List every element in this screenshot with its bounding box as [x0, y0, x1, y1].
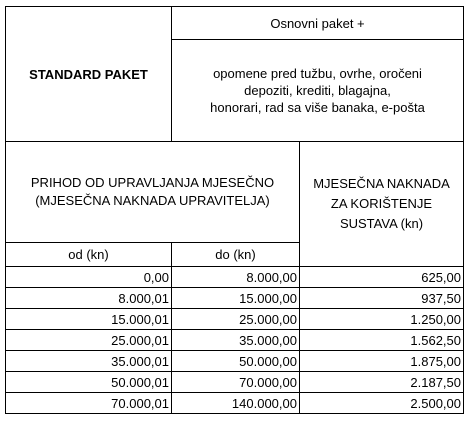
income-header-line: PRIHOD OD UPRAVLJANJA MJESEČNO: [30, 175, 275, 190]
fee-value: 2.187,50: [300, 372, 464, 393]
table-row: [6, 288, 464, 309]
fee-header-line: ZA KORIŠTENJE: [330, 196, 433, 211]
fee-header-line: SUSTAVA (kn): [339, 216, 424, 231]
from-column-label: od (kn): [68, 247, 109, 262]
fee-value: 937,50: [300, 288, 464, 309]
to-value: 140.000,00: [172, 393, 300, 414]
income-header-line: (MJESEČNA NAKNADA UPRAVITELJA): [35, 193, 270, 208]
fee-value: 625,00: [300, 267, 464, 288]
from-value: 0,00: [6, 267, 172, 288]
to-value: 25.000,00: [172, 309, 300, 330]
package-line: opomene pred tužbu, ovrhe, oročeni: [213, 66, 422, 81]
table-row: [6, 309, 464, 330]
from-value: 35.000,01: [6, 351, 172, 372]
price-table: [5, 6, 464, 414]
table-row: [6, 267, 464, 288]
package-title: [172, 7, 464, 40]
to-column-label: do (kn): [215, 247, 256, 262]
to-value: 35.000,00: [172, 330, 300, 351]
package-description: [172, 40, 464, 142]
from-value: 50.000,01: [6, 372, 172, 393]
table-row: [6, 330, 464, 351]
from-value: 15.000,01: [6, 309, 172, 330]
standard-package-text: STANDARD PAKET: [29, 66, 148, 82]
from-value: 25.000,01: [6, 330, 172, 351]
to-value: 70.000,00: [172, 372, 300, 393]
to-value: 15.000,00: [172, 288, 300, 309]
from-column-header: [6, 243, 172, 267]
to-column-header: [172, 243, 300, 267]
table-row: [6, 393, 464, 414]
table-row: [6, 372, 464, 393]
fee-header: [300, 142, 464, 267]
package-title-text: Osnovni paket +: [270, 15, 365, 31]
income-header: [6, 142, 300, 243]
table-row: [6, 351, 464, 372]
fee-value: 1.250,00: [300, 309, 464, 330]
package-line: honorari, rad sa više banaka, e-pošta: [210, 100, 425, 115]
standard-package-label: [6, 7, 172, 142]
package-line: depoziti, krediti, blagajna,: [244, 83, 391, 98]
fee-value: 1.562,50: [300, 330, 464, 351]
to-value: 8.000,00: [172, 267, 300, 288]
fee-value: 1.875,00: [300, 351, 464, 372]
from-value: 8.000,01: [6, 288, 172, 309]
fee-header-line: MJESEČNA NAKNADA: [313, 176, 450, 191]
from-value: 70.000,01: [6, 393, 172, 414]
fee-value: 2.500,00: [300, 393, 464, 414]
to-value: 50.000,00: [172, 351, 300, 372]
